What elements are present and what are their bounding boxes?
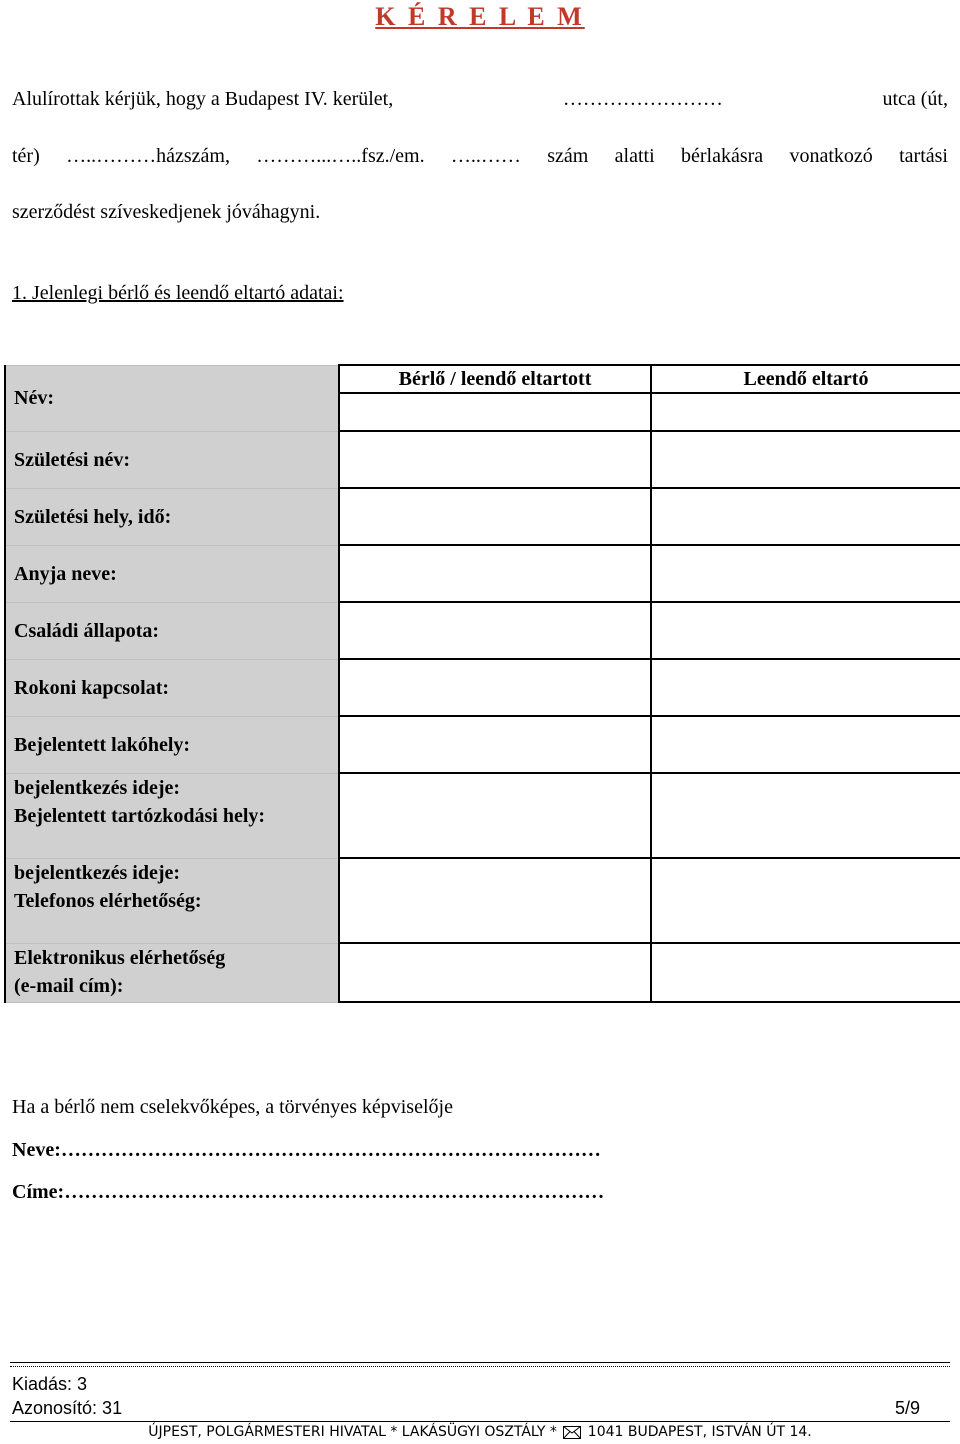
footer-identifier: Azonosító: 31 — [12, 1398, 123, 1418]
table-row — [5, 773, 960, 858]
table-row — [5, 858, 960, 943]
input-cell[interactable] — [339, 488, 651, 545]
row-label: bejelentkezés ideje: Telefonos elérhetőség: — [5, 858, 339, 943]
footer-rule-dotted — [10, 1366, 950, 1367]
row-label: Családi állapota: — [5, 602, 339, 659]
column-header: Bérlő / leendő eltartott — [339, 365, 651, 393]
footer-edition: Kiadás: 3 — [12, 1374, 88, 1394]
input-cell[interactable] — [651, 943, 960, 1002]
input-cell[interactable] — [651, 773, 960, 858]
envelope-icon — [563, 1426, 581, 1439]
table-row — [5, 602, 960, 659]
row-label: Rokoni kapcsolat: — [5, 659, 339, 716]
intro-line-1-left: Alulírottak kérjük, hogy a Budapest IV. kerület, — [12, 88, 394, 110]
table-row — [5, 488, 960, 545]
input-cell[interactable] — [651, 659, 960, 716]
intro-line-2-word: …..…… — [450, 145, 521, 167]
intro-line-1 — [12, 88, 948, 111]
footer-address — [0, 1424, 960, 1440]
intro-line-2-word: bérlakásra — [680, 145, 764, 167]
table-row — [5, 659, 960, 716]
section-heading: 1. Jelenlegi bérlő és leendő eltartó adatai: — [12, 282, 344, 304]
data-table — [4, 364, 960, 1003]
representative-name-line: Neve:……………………………………………………………………… — [12, 1139, 601, 1161]
input-cell[interactable] — [651, 545, 960, 602]
table-row — [5, 943, 960, 1002]
intro-line-1-dots: …………………… — [562, 88, 723, 110]
input-cell[interactable] — [339, 659, 651, 716]
intro-line-2-word: tartási — [899, 145, 948, 167]
row-label: Születési hely, idő: — [5, 488, 339, 545]
input-cell[interactable] — [339, 431, 651, 488]
input-cell[interactable] — [651, 431, 960, 488]
footer-address-right: 1041 BUDAPEST, ISTVÁN ÚT 14. — [587, 1424, 812, 1440]
input-cell[interactable] — [339, 858, 651, 943]
intro-line-2-word: szám — [547, 145, 589, 167]
input-cell[interactable] — [339, 773, 651, 858]
row-label: bejelentkezés ideje: Bejelentett tartózkodási hely: — [5, 773, 339, 858]
row-label: Bejelentett lakóhely: — [5, 716, 339, 773]
footer-rule-bottom — [10, 1421, 950, 1422]
intro-line-2-word: …..………házszám, — [66, 145, 230, 167]
document-title-wrap — [0, 2, 960, 32]
input-cell[interactable] — [651, 602, 960, 659]
input-cell[interactable] — [651, 716, 960, 773]
intro-line-2-word: tér) — [12, 145, 40, 167]
footer-page-number: 5/9 — [894, 1398, 920, 1418]
row-label: Születési név: — [5, 431, 339, 488]
intro-line-1-right: utca (út, — [882, 88, 948, 110]
intro-line-3: szerződést szíveskedjenek jóváhagyni. — [12, 201, 321, 223]
input-cell[interactable] — [339, 393, 651, 431]
representative-address-line: Címe:……………………………………………………………………… — [12, 1181, 605, 1203]
table-row — [5, 431, 960, 488]
input-cell[interactable] — [339, 716, 651, 773]
input-cell[interactable] — [651, 393, 960, 431]
representative-intro: Ha a bérlő nem cselekvőképes, a törvényes képviselője — [12, 1096, 453, 1118]
footer-address-left: ÚJPEST, POLGÁRMESTERI HIVATAL * LAKÁSÜGYI OSZTÁLY * — [148, 1424, 557, 1440]
row-label: Név: — [5, 365, 339, 431]
input-cell[interactable] — [651, 858, 960, 943]
intro-line-2-word: vonatkozó — [789, 145, 873, 167]
footer-rule-top — [10, 1362, 950, 1363]
input-cell[interactable] — [339, 943, 651, 1002]
row-label: Anyja neve: — [5, 545, 339, 602]
row-label: Elektronikus elérhetőség (e-mail cím): — [5, 943, 339, 1002]
document-title: K É R E L E M — [375, 2, 585, 31]
intro-line-2-word: ………...…..fsz./em. — [256, 145, 425, 167]
table-row — [5, 545, 960, 602]
intro-line-2-word: alatti — [614, 145, 655, 167]
input-cell[interactable] — [339, 602, 651, 659]
input-cell[interactable] — [339, 545, 651, 602]
input-cell[interactable] — [651, 488, 960, 545]
column-header: Leendő eltartó — [651, 365, 960, 393]
intro-line-2 — [12, 145, 948, 168]
table-row — [5, 716, 960, 773]
